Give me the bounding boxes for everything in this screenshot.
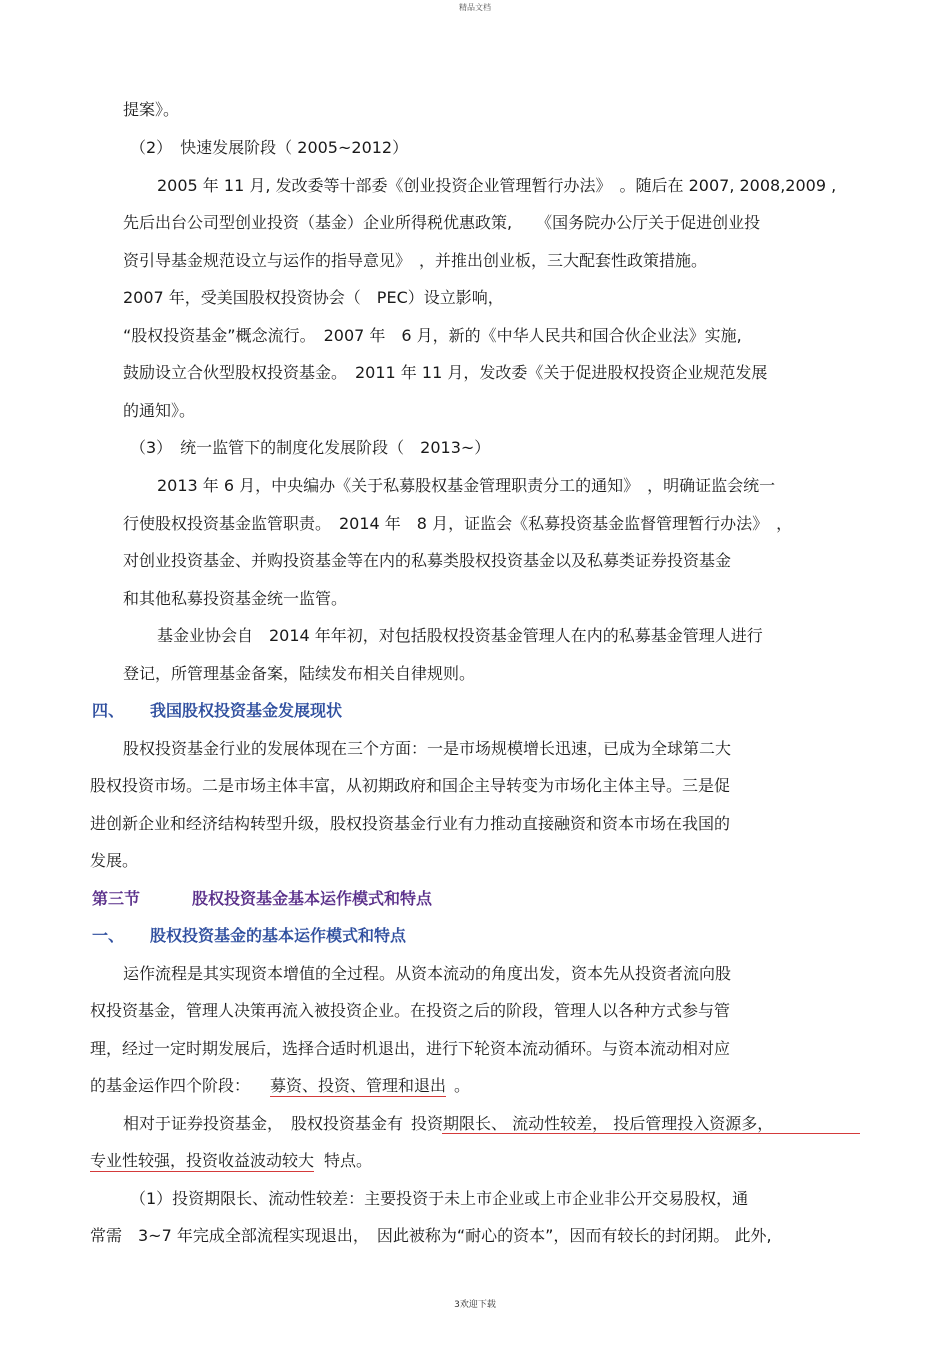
text-line: （1）投资期限长、流动性较差：主要投资于未上市企业或上市企业非公开交易股权，通: [130, 1189, 749, 1208]
page-header: 精品文档: [459, 3, 491, 12]
text-line: 和其他私募投资基金统一监管。: [123, 589, 348, 608]
text-span: 特点。: [324, 1151, 373, 1170]
text-span: 相对于证券投资基金， 股权投资基金有: [123, 1114, 404, 1133]
underline-mark: [442, 1133, 860, 1134]
text-line: 权投资基金，管理人决策再流入被投资企业。在投资之后的阶段，管理人以各种方式参与管: [90, 1001, 731, 1020]
section-heading: 我国股权投资基金发展现状: [150, 701, 343, 720]
text-line: 先后出台公司型创业投资（基金）企业所得税优惠政策, 《国务院办公厅关于促进创业投: [123, 213, 761, 232]
text-line: 运作流程是其实现资本增值的全过程。从资本流动的角度出发，资本先从投资者流向股: [123, 964, 732, 983]
section-number: 四、: [92, 701, 125, 720]
section-number: 一、: [92, 926, 125, 945]
text-line: 2013 年 6 月，中央编办《关于私募股权基金管理职责分工的通知》 ，明确证监会统一: [157, 476, 776, 495]
underlined-text: 募资、投资、管理和退出: [270, 1076, 447, 1095]
page-footer: 3欢迎下载: [454, 1300, 496, 1310]
text-line: 对创业投资基金、并购投资基金等在内的私募类股权投资基金以及私募类证券投资基金: [123, 551, 732, 570]
text-line: 登记，所管理基金备案，陆续发布相关自律规则。: [123, 664, 476, 683]
text-line: 鼓励设立合伙型股权投资基金。 2011 年 11 月，发改委《关于促进股权投资企业规范发展: [123, 363, 768, 382]
text-span: 的基金运作四个阶段：: [90, 1076, 251, 1095]
text-line: 2005 年 11 月, 发改委等十部委《创业投资企业管理暂行办法》 。随后在 2007, 2008,2009 ,: [157, 176, 837, 195]
chapter-heading: 股权投资基金基本运作模式和特点: [192, 889, 433, 908]
text-line: 资引导基金规范设立与运作的指导意见》 ，并推出创业板，三大配套性政策措施。: [123, 251, 708, 270]
text-line: 基金业协会自 2014 年年初，对包括股权投资基金管理人在内的私募基金管理人进行: [157, 626, 763, 645]
text-line: 股权投资基金行业的发展体现在三个方面：一是市场规模增长迅速，已成为全球第二大: [123, 739, 732, 758]
subsection-heading: （2） 快速发展阶段（ 2005~2012）: [130, 138, 409, 157]
text-line: [90, 1151, 372, 1171]
text-line: 的通知》。: [123, 401, 196, 420]
chapter-number: 第三节: [92, 889, 141, 908]
text-line: 行使股权投资基金监管职责。 2014 年 8 月，证监会《私募投资基金监督管理暂行办法》 ，: [123, 514, 793, 533]
text-line: 股权投资市场。二是市场主体丰富，从初期政府和国企主导转变为市场化主体主导。三是促: [90, 776, 731, 795]
section-heading: 股权投资基金的基本运作模式和特点: [150, 926, 407, 945]
text-line: 进创新企业和经济结构转型升级，股权投资基金行业有力推动直接融资和资本市场在我国的: [90, 814, 731, 833]
text-line: 2007 年，受美国股权投资协会（ PEC）设立影响，: [123, 288, 504, 307]
underlined-text: 投资期限长、 流动性较差， 投后管理投入资源多，: [411, 1114, 774, 1133]
text-line: [123, 1114, 773, 1134]
subsection-heading: （3） 统一监管下的制度化发展阶段（ 2013~）: [130, 438, 491, 457]
text-line: 发展。: [90, 851, 139, 870]
text-line: 提案》。: [123, 100, 180, 119]
text-line: 理，经过一定时期发展后，选择合适时机退出，进行下轮资本流动循环。与资本流动相对应: [90, 1039, 731, 1058]
text-line: 常需 3~7 年完成全部流程实现退出， 因此被称为“耐心的资本”，因而有较长的封闭期。 此外,: [90, 1226, 772, 1245]
text-line: “股权投资基金”概念流行。 2007 年 6 月，新的《中华人民共和国合伙企业法》实施,: [123, 326, 742, 345]
text-line: [90, 1076, 470, 1096]
underlined-text: 专业性较强，投资收益波动较大: [90, 1151, 315, 1170]
text-span: 。: [454, 1076, 471, 1095]
